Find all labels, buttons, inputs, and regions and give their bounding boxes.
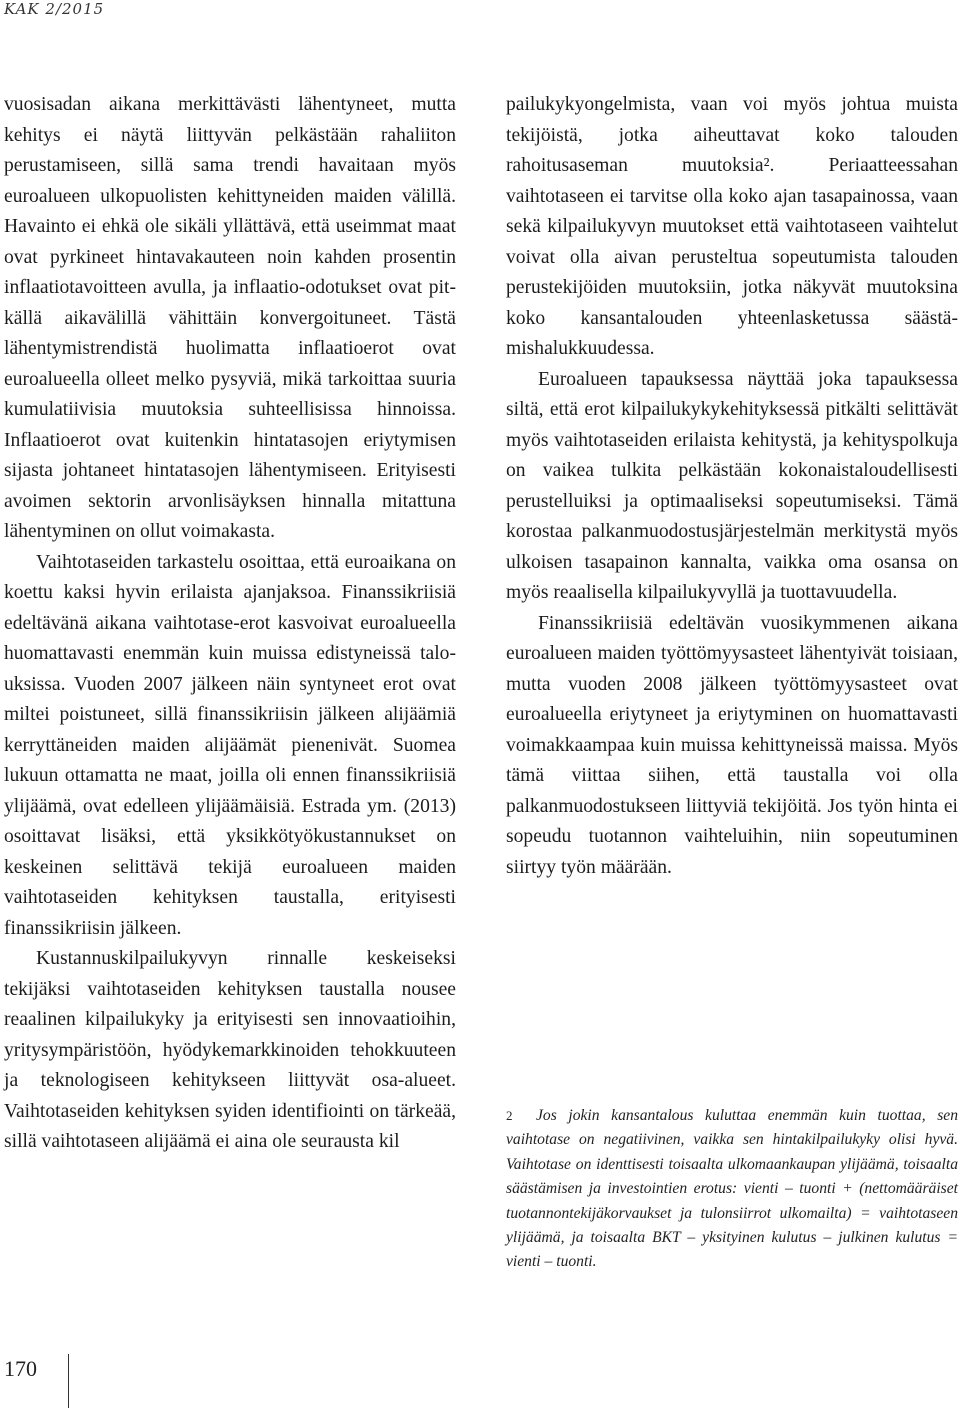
left-column xyxy=(4,90,456,1158)
paragraph: Kustannuskilpailukyvyn rinnalle keskeiseksi tekijäksi vaihtotaseiden kehityksen taustalla nousee reaalinen kilpailukyky ja erityisesti sen innovaatioihin, yritysympäristöön, hyödykemarkkinoiden tehokkuuteen ja teknologiseen kehitykseen liittyvät osa-alueet. Vaihtotaseiden kehityksen syiden identifiointi on tärkeää, sillä vaihtotaseen alijäämä ei aina ole seurausta kil xyxy=(4,948,456,1152)
paragraph: Finanssikriisiä edeltävän vuosikymmenen aikana euroalueen maiden työttömyysasteet lähentyivät toisiaan, mutta vuoden 2008 jälkeen työttömyysasteet ovat euroalueella eriytyneet ja eriytyminen on huomattavasti voimakkaampaa kuin muissa kehittyneissä maissa. Myös tämä viittaa siihen, että taustalla voi olla palkanmuodostukseen liittyviä tekijöitä. Jos työn hinta ei sopeudu tuotannon vaihteluihin, niin sopeutuminen siirtyy työn määrään. xyxy=(506,612,958,878)
right-column xyxy=(506,90,958,883)
page-number: 170 xyxy=(4,1356,37,1381)
paragraph: Vaihtotaseiden tarkastelu osoittaa, että euroaikana on koettu kaksi hyvin erilaista ajanjaksoa. Finanssikriisiä edeltävänä aikana vaihtotase-erot kasvoivat euroalueella huomattavasti enemmän kuin muissa edistyneissä talouksissa. Vuoden 2007 jälkeen näin syntyneet erot ovat miltei poistuneet, sillä finanssikriisin jälkeen alijäämiä kerryttäneiden maiden alijäämät pienenivät. Suomea lukuun ottamatta ne maat, joilla oli ennen finanssikriisiä ylijäämä, ovat edelleen ylijäämäisiä. Estrada ym. (2013) osoittavat lisäksi, että yksikkötyökustannukset on keskeinen selittävä tekijä euroalueen maiden vaihtotaseiden kehityksen taustalla, erityisesti finanssikriisin jälkeen. xyxy=(4,551,456,939)
footnote xyxy=(506,1104,958,1275)
footnote-number: 2 xyxy=(506,1108,513,1123)
footnote-text: Jos jokin kansantalous kuluttaa enemmän kuin tuottaa, sen vaihtotase on negatiivinen, vaikka sen hintakilpailukyky olisi hyvä. Vaihtotase on identtisesti toisaalta ulkomaankaupan ylijäämä, toisaalta säästämisen ja investointien erotus: vienti – tuonti + (nettomääräiset tuotannontekijäkorvaukset ja tulonsiirrot ulkomailta) = vaihtotaseen ylijäämä, ja toisaalta BKT – yksityinen kulutus – julkinen kulutus = vienti – tuonti. xyxy=(506,1107,958,1271)
paragraph: Euroalueen tapauksessa näyttää joka tapauksessa siltä, että erot kilpailukykykehityksessä pitkälti selittävät myös vaihtotaseiden erilaista kehitystä, ja kehityspolkuja on vaikea tulkita pelkästään kokonaistaloudellisesti perustelluiksi ja optimaaliseksi sopeutumiseksi. Tämä korostaa palkanmuodostusjärjestelmän merkitystä myös ulkoisen tasapainon kannalta, vaikka oma osansa on myös reaalisella kilpailukyvyllä ja tuottavuudella. xyxy=(506,368,958,603)
paragraph: pailukykyongelmista, vaan voi myös johtua muista tekijöistä, jotka aiheuttavat koko talouden rahoitusaseman muutoksia². Periaatteessahan vaihtotaseen ei tarvitse olla koko ajan tasapainossa, vaan sekä kilpailukyvyn muutokset että vaihtotaseen vaihtelut voivat olla aivan perusteltua sopeutumista talouden perustekijöiden muutoksiin, jotka näkyvät muutoksina koko kansantalouden yhteenlasketussa säästämishalukkuudessa. xyxy=(506,94,958,359)
running-head: KAK 2/2015 xyxy=(4,0,105,18)
page-number-rule xyxy=(68,1354,69,1408)
paragraph: vuosisadan aikana merkittävästi lähentyneet, mutta kehitys ei näytä liittyvän pelkästään rahaliiton perustamiseen, sillä sama trendi havaitaan myös euroalueen ulkopuolisten kehittyneiden maiden välillä. Havainto ei ehkä ole sikäli yllättävä, että useimmat maat ovat pyrkineet hintavakauteen noin kahden prosentin inflaatiotavoitteen avulla, ja inflaatio-odotukset ovat pitkällä aikavälillä vähittäin konvergoituneet. Tästä lähentymistrendistä huolimatta inflaatioerot ovat euroalueella olleet melko pysyviä, mikä tarkoittaa suuria kumulatiivisia muutoksia suhteellisissa hinnoissa. Inflaatioerot ovat kuitenkin hintatasojen eriytymisen sijasta johtaneet hintatasojen lähentymiseen. Erityisesti avoimen sektorin arvonlisäyksen hinnalla mitattuna lähentyminen on ollut voimakasta. xyxy=(4,94,456,542)
